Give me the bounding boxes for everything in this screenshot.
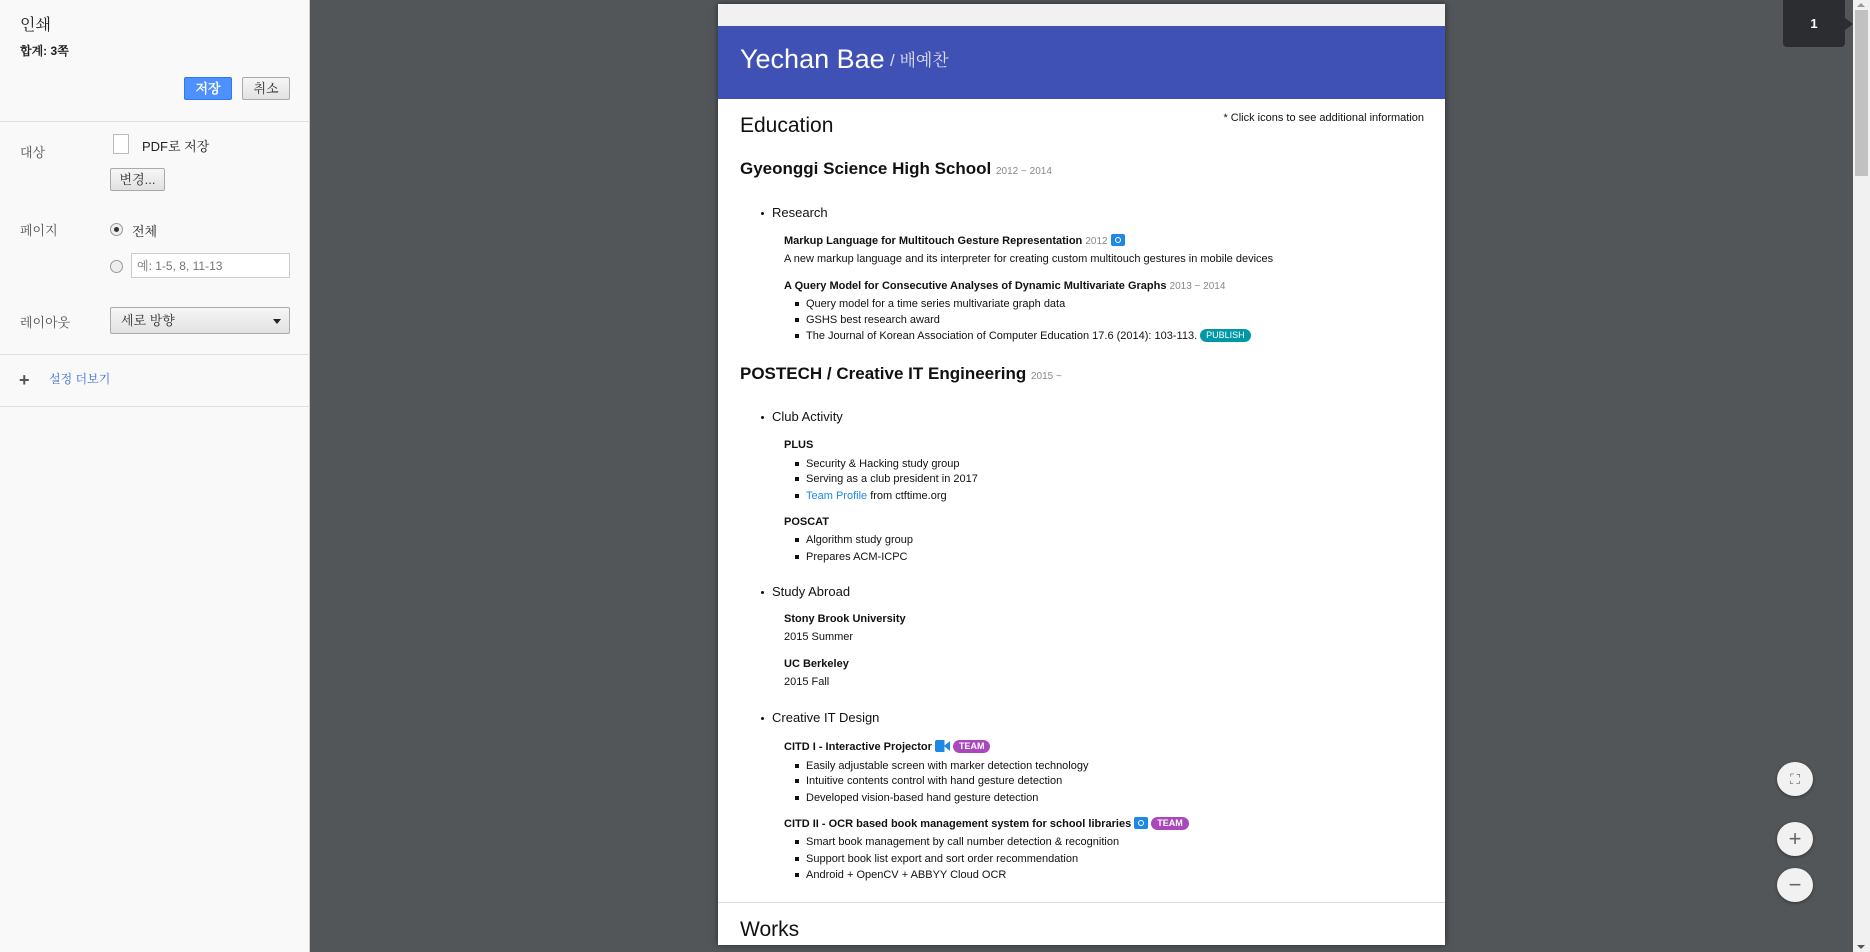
scroll-down-icon[interactable] xyxy=(1857,945,1865,949)
list-item: GSHS best research award xyxy=(806,314,940,326)
team-profile-link[interactable]: Team Profile xyxy=(806,490,868,502)
scrollbar[interactable] xyxy=(1853,0,1870,952)
camera-icon[interactable] xyxy=(1111,234,1125,246)
citd-heading: Creative IT Design xyxy=(772,710,880,725)
abroad-heading: Study Abroad xyxy=(772,584,851,599)
pages-all-radio[interactable] xyxy=(110,223,123,236)
university-name: Stony Brook University xyxy=(784,613,906,625)
link-suffix: from ctftime.org xyxy=(867,490,947,502)
school-name: POSTECH / Creative IT Engineering xyxy=(740,364,1027,383)
list-item: Security & Hacking study group xyxy=(806,458,960,470)
school-heading xyxy=(740,363,1062,388)
list-item: Android + OpenCV + ABBYY Cloud OCR xyxy=(806,869,1007,881)
destination-label: 대상 xyxy=(20,145,46,160)
research-item xyxy=(784,278,1225,295)
team-badge: TEAM xyxy=(1151,817,1189,830)
minus-icon: − xyxy=(1788,872,1802,897)
section-works: Works xyxy=(740,918,800,941)
divider xyxy=(0,121,310,122)
club-name: POSCAT xyxy=(784,516,830,528)
team-badge: TEAM xyxy=(953,740,991,753)
layout-value: 세로 방향 xyxy=(121,313,175,328)
research-item xyxy=(784,233,1125,250)
list-item xyxy=(806,328,1251,344)
project-title: CITD II - OCR based book management system for school libraries xyxy=(784,818,1132,830)
page-top-strip xyxy=(718,4,1445,26)
list-item: Easily adjustable screen with marker detection technology xyxy=(806,760,1089,772)
cancel-button[interactable]: 취소 xyxy=(242,77,290,100)
list-item: Smart book management by call number detection & recognition xyxy=(806,836,1120,848)
fit-page-icon: ⛶ xyxy=(1790,771,1800,787)
save-button[interactable]: 저장 xyxy=(184,77,232,100)
project-item xyxy=(784,739,990,755)
icon-note: * Click icons to see additional information xyxy=(1223,112,1424,124)
research-heading: Research xyxy=(772,205,828,220)
school-name: Gyeonggi Science High School xyxy=(740,159,992,178)
camera-icon[interactable] xyxy=(1134,817,1148,829)
project-title: CITD I - Interactive Projector xyxy=(784,741,932,753)
section-education: Education xyxy=(740,114,834,137)
pages-label: 페이지 xyxy=(20,223,58,238)
list-item: Prepares ACM-ICPC xyxy=(806,551,908,563)
divider xyxy=(0,406,310,407)
resume-header xyxy=(718,26,1445,99)
plus-icon: + xyxy=(1788,826,1802,851)
university-name: UC Berkeley xyxy=(784,658,849,670)
pages-all-label: 전체 xyxy=(132,224,158,239)
change-destination-button[interactable]: 변경... xyxy=(110,168,165,191)
school-years: 2015 ~ xyxy=(1030,371,1062,382)
list-item: Developed vision-based hand gesture detection xyxy=(806,792,1039,804)
zoom-in-button[interactable] xyxy=(1777,822,1813,856)
list-item-text: The Journal of Korean Association of Computer Education 17.6 (2014): 103-113. xyxy=(806,330,1198,342)
university-term: 2015 Fall xyxy=(784,676,830,688)
list-item: Query model for a time series multivariate graph data xyxy=(806,298,1066,310)
club-name: PLUS xyxy=(784,439,814,451)
club-heading: Club Activity xyxy=(772,409,843,424)
section-divider xyxy=(718,902,1445,903)
scroll-up-icon[interactable] xyxy=(1857,3,1865,7)
pages-range-input[interactable] xyxy=(131,253,290,278)
research-title: Markup Language for Multitouch Gesture Representation xyxy=(784,235,1083,247)
university-term: 2015 Summer xyxy=(784,631,854,643)
print-sidebar xyxy=(0,0,310,952)
research-desc: A new markup language and its interpreter for creating custom multitouch gestures in mobile devices xyxy=(784,253,1274,265)
research-year: 2013 ~ 2014 xyxy=(1169,281,1226,292)
list-item: Algorithm study group xyxy=(806,534,913,546)
file-icon xyxy=(113,134,129,154)
research-title: A Query Model for Consecutive Analyses of Dynamic Multivariate Graphs xyxy=(784,280,1167,292)
layout-select[interactable] xyxy=(110,307,290,334)
preview-page xyxy=(718,4,1445,945)
video-icon[interactable] xyxy=(935,740,950,752)
zoom-out-button[interactable] xyxy=(1777,868,1813,902)
school-heading xyxy=(740,158,1052,183)
publish-badge[interactable]: PUBLISH xyxy=(1200,329,1251,342)
list-item: Support book list export and sort order recommendation xyxy=(806,853,1079,865)
list-item: Serving as a club president in 2017 xyxy=(806,473,978,485)
school-years: 2012 ~ 2014 xyxy=(996,166,1052,177)
list-item xyxy=(806,488,947,504)
divider xyxy=(0,354,310,355)
print-title: 인쇄 xyxy=(20,17,51,34)
scrollbar-thumb[interactable] xyxy=(1855,10,1868,176)
project-item xyxy=(784,816,1189,832)
chevron-down-icon xyxy=(273,319,281,324)
plus-icon: + xyxy=(19,370,30,390)
page-indicator-pointer xyxy=(1845,18,1853,30)
fit-to-page-button[interactable] xyxy=(1777,762,1813,796)
research-year: 2012 xyxy=(1085,236,1108,247)
list-item: Intuitive contents control with hand gesture detection xyxy=(806,775,1063,787)
page-total: 합계: 3쪽 xyxy=(20,44,69,58)
layout-label: 레이아웃 xyxy=(20,315,71,330)
resume-name-kr: / 배예찬 xyxy=(890,51,949,70)
resume-name: Yechan Bae xyxy=(740,44,885,74)
destination-value: PDF로 저장 xyxy=(142,139,210,154)
more-settings-link[interactable]: 설정 더보기 xyxy=(49,372,111,386)
page-indicator: 1 xyxy=(1783,0,1845,47)
pages-custom-radio[interactable] xyxy=(110,260,123,273)
